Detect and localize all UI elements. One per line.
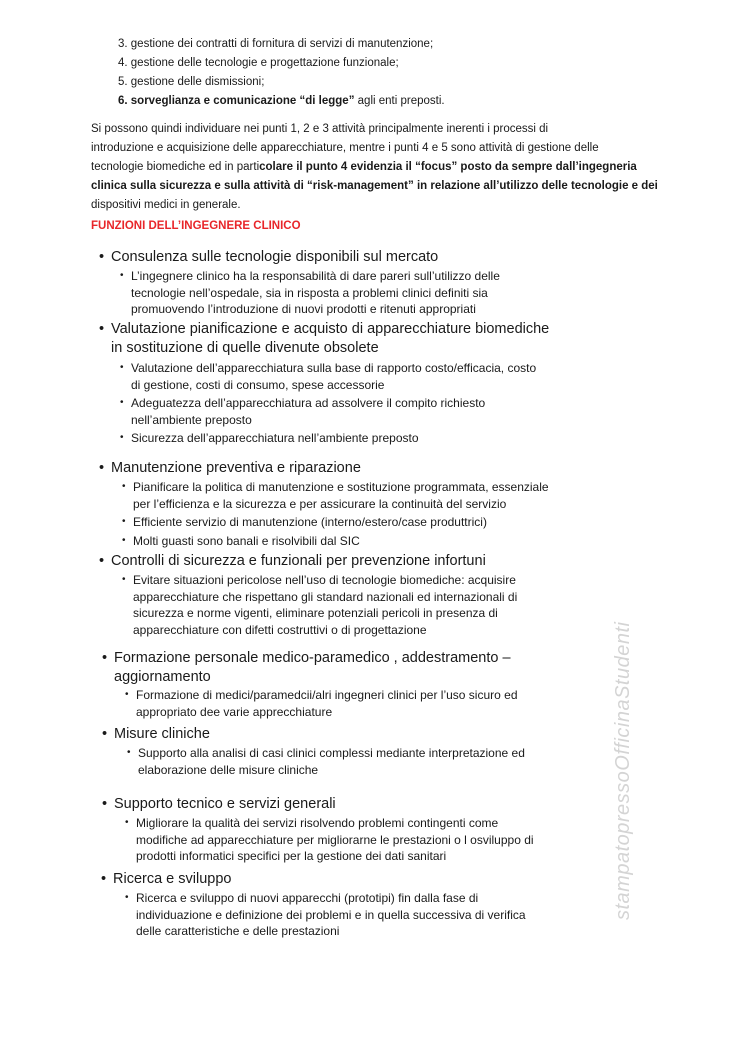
function-detail-text: di gestione, costi di consumo, spese accessorie bbox=[131, 377, 385, 392]
function-detail-text: individuazione e definizione dei problemi e in quella successiva di verifica bbox=[136, 907, 526, 922]
bullet-icon: • bbox=[102, 650, 108, 666]
intro-paragraph bbox=[91, 120, 681, 215]
function-detail-text: promuovendo l’introduzione di nuovi prodotti e ritenuti appropriati bbox=[131, 302, 476, 316]
function-detail-line bbox=[122, 572, 516, 589]
function-title bbox=[99, 552, 486, 571]
watermark: stampatopressoOfficinaStudenti bbox=[612, 621, 634, 920]
bullet-icon: • bbox=[99, 460, 105, 476]
function-title-text: Valutazione pianificazione e acquisto di apparecchiature biomediche bbox=[111, 321, 550, 337]
function-title-text: Ricerca e sviluppo bbox=[113, 871, 232, 887]
function-detail-text: sicurezza e norme vigenti, eliminare potenziali pericoli in presenza di bbox=[133, 606, 498, 620]
function-detail-line bbox=[125, 890, 479, 907]
function-detail-text: tecnologie nell’ospedale, sia in risposta a problemi clinici definiti sia bbox=[131, 285, 488, 300]
function-detail-line bbox=[125, 815, 499, 832]
function-detail-text: Adeguatezza dell’apparecchiatura ad assolvere il compito richiesto bbox=[131, 396, 486, 410]
function-detail-line bbox=[133, 496, 506, 513]
bullet-icon: • bbox=[120, 432, 124, 443]
paragraph-line: Si possono quindi individuare nei punti 1, 2 e 3 attività principalmente inerenti i processi di bbox=[91, 123, 549, 135]
function-title bbox=[102, 725, 210, 744]
function-detail-text: modifiche ad apparecchiature per migliorarne le prestazioni o l osviluppo di bbox=[136, 832, 534, 847]
function-detail-line bbox=[133, 589, 517, 606]
function-title-text: Formazione personale medico-paramedico , addestramento – bbox=[114, 650, 511, 666]
function-detail-line bbox=[136, 848, 446, 865]
function-title bbox=[99, 459, 361, 478]
function-detail-line bbox=[120, 268, 500, 285]
function-detail-text: Evitare situazioni pericolose nell’uso di tecnologie biomediche: acquisire bbox=[133, 573, 516, 587]
bullet-icon: • bbox=[102, 796, 108, 812]
function-title-text: Controlli di sicurezza e funzionali per prevenzione infortuni bbox=[111, 553, 486, 569]
function-detail-line bbox=[131, 377, 384, 394]
function-detail-line bbox=[127, 745, 525, 762]
function-detail-line bbox=[120, 430, 419, 447]
function-detail-text: Molti guasti sono banali e risolvibili dal SIC bbox=[133, 533, 360, 548]
function-detail-line bbox=[136, 832, 534, 849]
function-title-text: Supporto tecnico e servizi generali bbox=[114, 796, 336, 812]
function-detail-text: nell’ambiente preposto bbox=[131, 412, 252, 427]
function-title-text: Manutenzione preventiva e riparazione bbox=[111, 460, 361, 476]
function-title bbox=[101, 870, 231, 889]
function-detail-text: Valutazione dell’apparecchiatura sulla base di rapporto costo/efficacia, costo bbox=[131, 361, 537, 375]
function-detail-text: L’ingegnere clinico ha la responsabilità di dare pareri sull’utilizzo delle bbox=[131, 269, 500, 283]
function-detail-line bbox=[136, 907, 526, 924]
bullet-icon: • bbox=[122, 481, 126, 492]
function-detail-line bbox=[125, 687, 518, 704]
function-title bbox=[102, 795, 336, 814]
function-title-text: Misure cliniche bbox=[114, 726, 210, 742]
paragraph-line: dispositivi medici in generale. bbox=[91, 199, 241, 211]
function-detail-text: Supporto alla analisi di casi clinici complessi mediante interpretazione ed bbox=[138, 746, 525, 760]
function-detail-text: elaborazione delle misure cliniche bbox=[138, 762, 319, 777]
function-detail-line bbox=[136, 923, 339, 940]
bullet-icon: • bbox=[125, 892, 129, 903]
bullet-icon: • bbox=[120, 397, 124, 408]
function-detail-text: appropriato dee varie apprecchiature bbox=[136, 704, 333, 719]
function-title-text: aggiornamento bbox=[114, 669, 211, 685]
list-item: 3. gestione dei contratti di fornitura di servizi di manutenzione; bbox=[118, 38, 434, 50]
bullet-icon: • bbox=[102, 726, 108, 742]
bullet-icon: • bbox=[122, 516, 126, 527]
function-detail-line bbox=[133, 622, 427, 639]
function-title bbox=[102, 649, 511, 668]
bullet-icon: • bbox=[120, 270, 124, 281]
bullet-icon: • bbox=[122, 574, 126, 585]
bullet-icon: • bbox=[127, 747, 131, 758]
function-detail-line bbox=[133, 605, 498, 622]
function-title bbox=[99, 320, 549, 339]
bullet-icon: • bbox=[122, 534, 126, 546]
section-heading: FUNZIONI DELL’INGEGNERE CLINICO bbox=[91, 220, 301, 232]
bullet-icon: • bbox=[99, 249, 105, 265]
list-item: 6. sorveglianza e comunicazione “di legge” agli enti preposti. bbox=[118, 95, 445, 107]
function-detail-line bbox=[120, 395, 486, 412]
function-title bbox=[111, 339, 379, 358]
function-detail-line bbox=[131, 285, 488, 302]
function-detail-text: Ricerca e sviluppo di nuovi apparecchi (prototipi) fin dalla fase di bbox=[136, 891, 479, 905]
bullet-icon: • bbox=[101, 871, 107, 887]
function-detail-text: per l’efficienza e la sicurezza e per assicurare la continuità del servizio bbox=[133, 496, 507, 511]
function-detail-line bbox=[122, 514, 487, 531]
function-detail-line bbox=[122, 533, 360, 550]
function-detail-text: delle caratteristiche e delle prestazioni bbox=[136, 924, 340, 938]
function-detail-line bbox=[138, 762, 318, 779]
function-detail-line bbox=[131, 301, 476, 318]
function-detail-text: prodotti informatici specifici per la gestione dei dati sanitari bbox=[136, 849, 447, 863]
function-title bbox=[99, 248, 438, 267]
bullet-icon: • bbox=[99, 553, 105, 569]
function-title-text: in sostituzione di quelle divenute obsolete bbox=[111, 340, 379, 356]
paragraph-line: clinica sulla sicurezza e sulla attività di “risk-management” in relazione all’utilizzo delle tecnologie e dei bbox=[91, 180, 658, 192]
function-detail-line bbox=[131, 412, 252, 429]
bullet-icon: • bbox=[125, 817, 129, 828]
paragraph-line: tecnologie biomediche ed in particolare il punto 4 evidenzia il “focus” posto da sempre dall’ingegneria bbox=[91, 161, 637, 173]
paragraph-line: introduzione e acquisizione delle apparecchiature, mentre i punti 4 e 5 sono attività di gestione delle bbox=[91, 142, 599, 154]
function-detail-line bbox=[136, 704, 332, 721]
function-detail-line bbox=[122, 479, 549, 496]
function-detail-line bbox=[120, 360, 537, 377]
function-detail-text: Efficiente servizio di manutenzione (interno/estero/case produttrici) bbox=[133, 515, 487, 529]
function-detail-text: Formazione di medici/paramedcii/alri ingegneri clinici per l’uso sicuro ed bbox=[136, 688, 518, 702]
function-detail-text: apparecchiature che rispettano gli standard nazionali ed internazionali di bbox=[133, 589, 518, 604]
bullet-icon: • bbox=[99, 321, 105, 337]
numbered-list bbox=[118, 35, 678, 111]
function-title-text: Consulenza sulle tecnologie disponibili sul mercato bbox=[111, 249, 439, 265]
function-detail-text: Migliorare la qualità dei servizi risolvendo problemi contingenti come bbox=[136, 816, 499, 830]
function-title bbox=[114, 668, 211, 687]
bullet-icon: • bbox=[120, 362, 124, 373]
function-detail-text: Sicurezza dell’apparecchiatura nell’ambiente preposto bbox=[131, 431, 419, 445]
bullet-icon: • bbox=[125, 689, 129, 700]
function-detail-text: apparecchiature con difetti costruttivi o di progettazione bbox=[133, 622, 427, 637]
function-detail-text: Pianificare la politica di manutenzione e sostituzione programmata, essenziale bbox=[133, 480, 549, 494]
list-item: 4. gestione delle tecnologie e progettazione funzionale; bbox=[118, 57, 399, 69]
list-item: 5. gestione delle dismissioni; bbox=[118, 76, 265, 88]
